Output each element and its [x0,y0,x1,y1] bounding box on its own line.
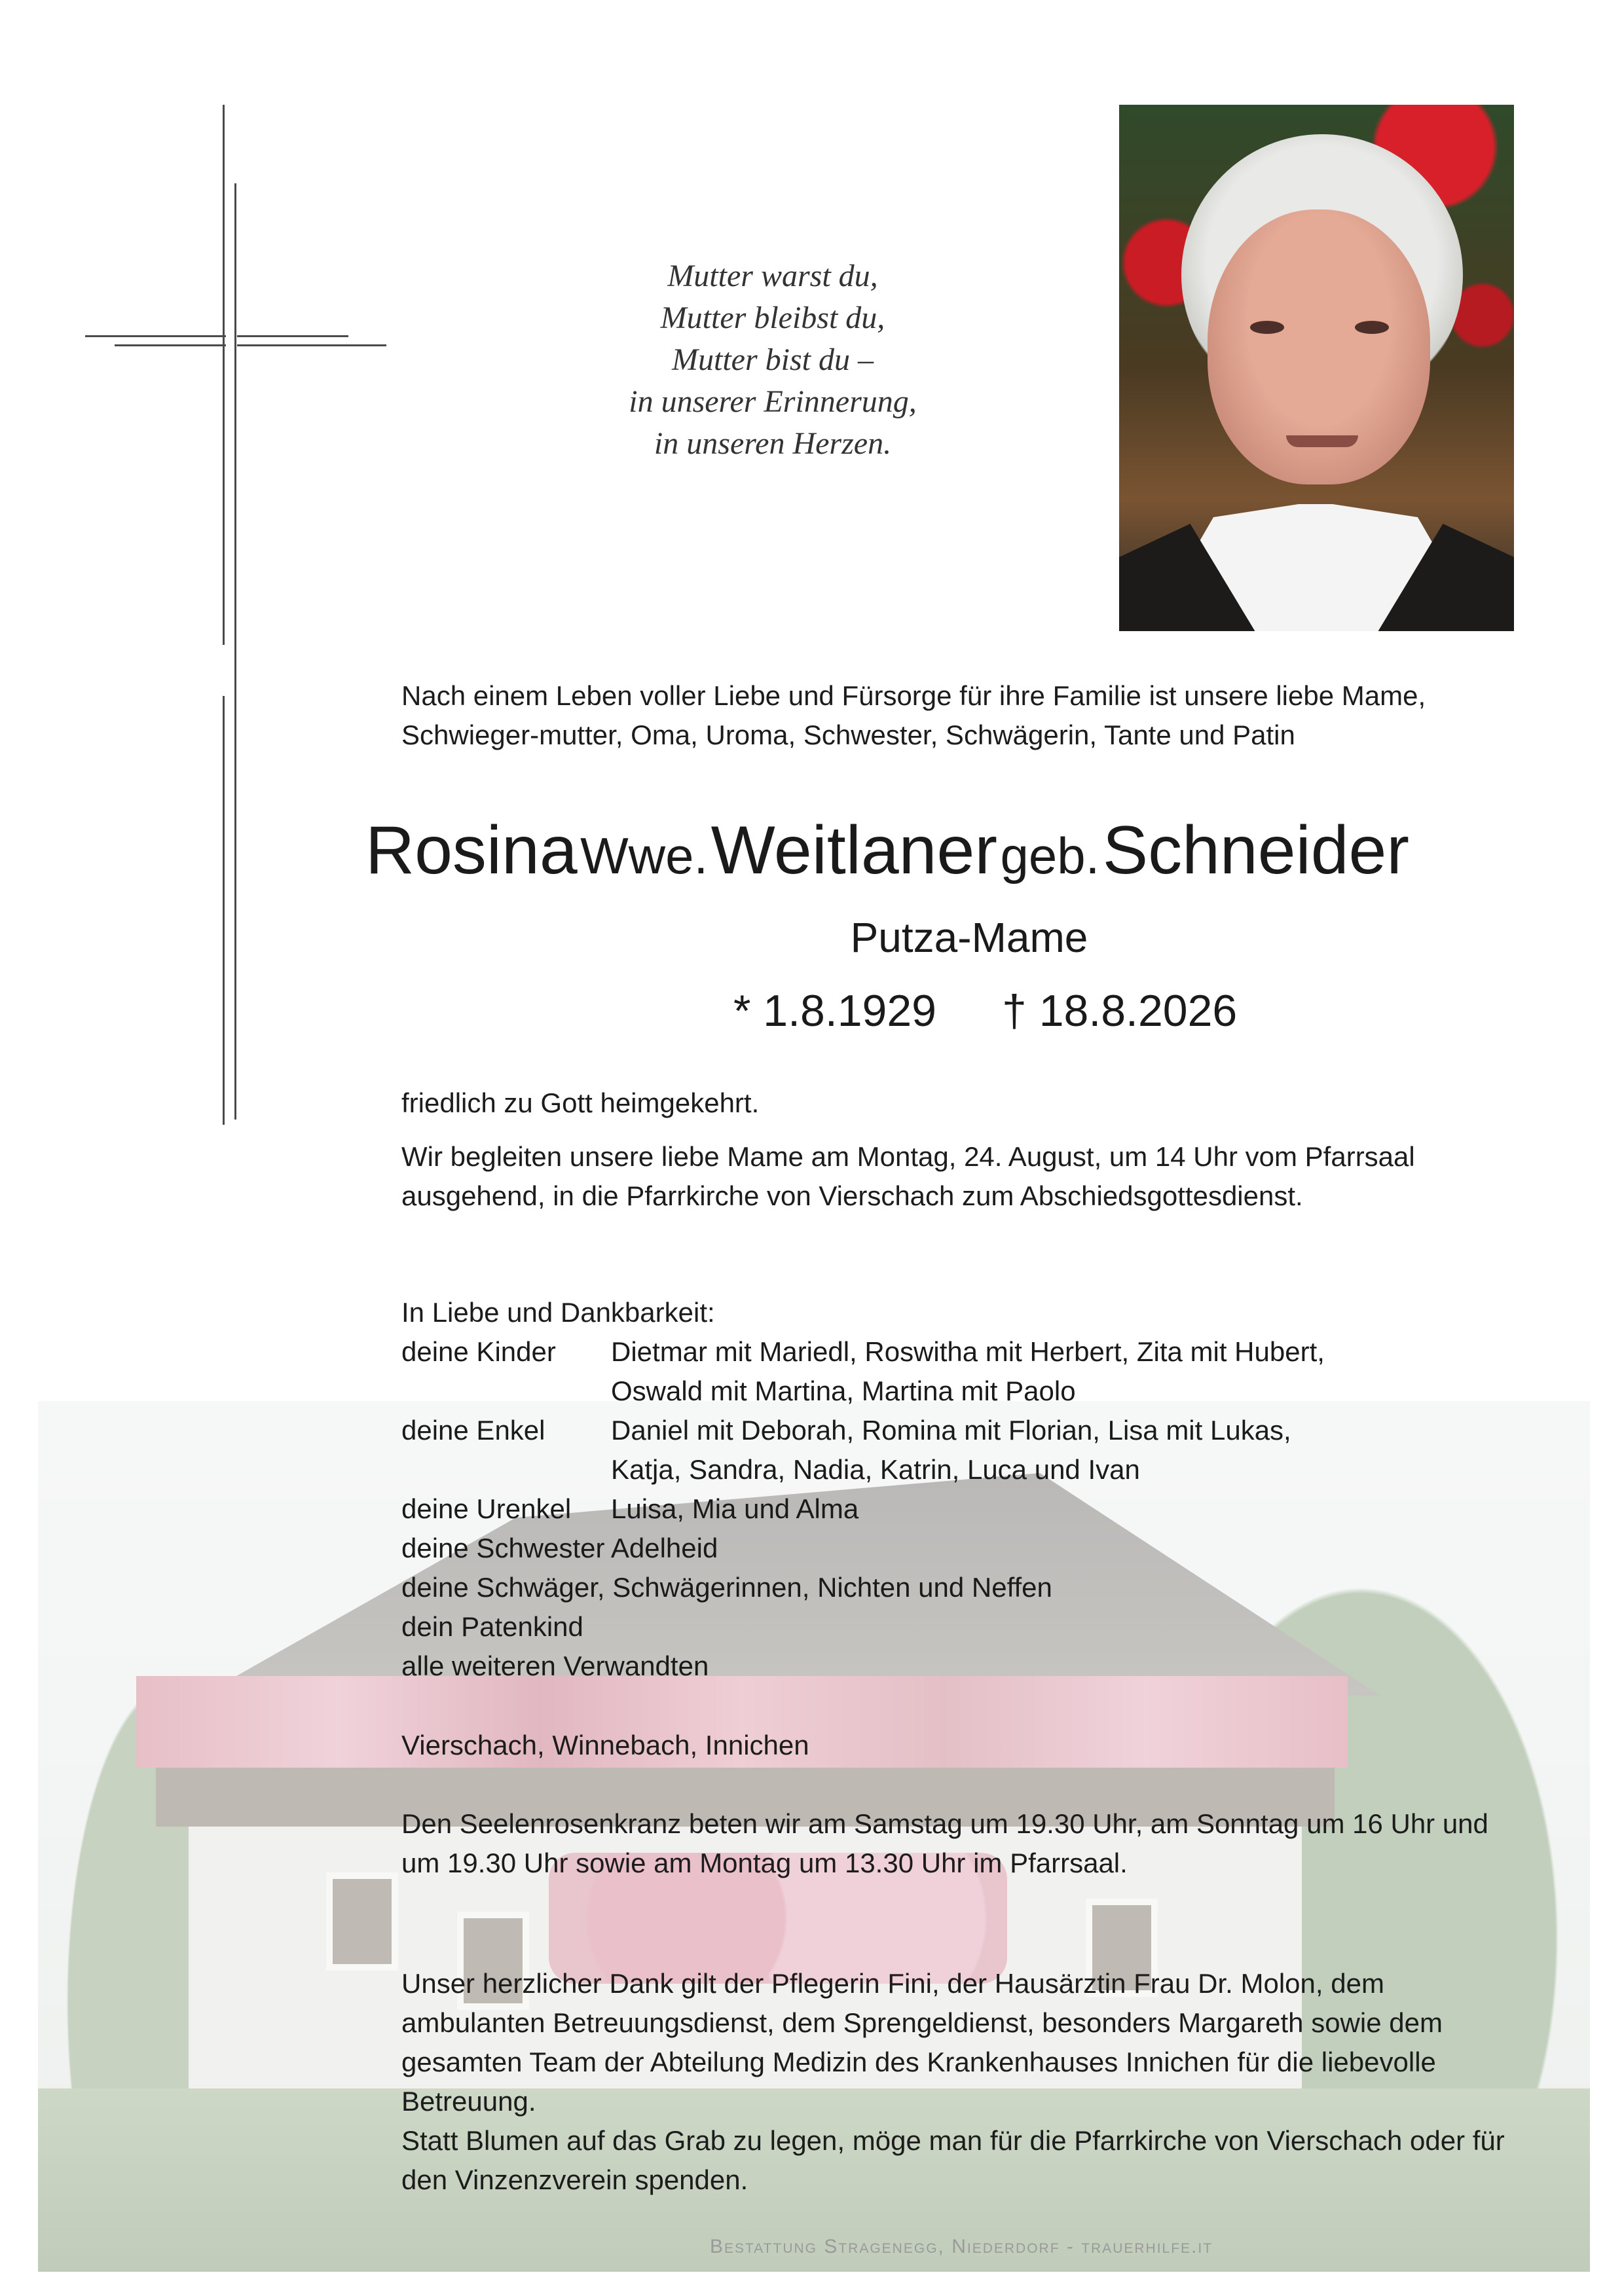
mourner-value: Katja, Sandra, Nadia, Katrin, Luca und Ivan [611,1454,1140,1485]
mourner-row [401,1411,1291,1450]
mourner-value: Luisa, Mia und Alma [611,1493,859,1524]
mourner-line: alle weiteren Verwandten [401,1650,709,1681]
poem [589,255,956,465]
born-prefix: geb. [1000,827,1100,884]
footer-credit: Bestattung Stragenegg, Niederdorf - trauerhilfe.it [709,2236,1213,2257]
deceased-name [0,812,1624,890]
mourner-value: Dietmar mit Mariedl, Roswitha mit Herbert, Zita mit Hubert, [611,1336,1325,1367]
poem-line: Mutter warst du, [667,259,878,293]
poem-line: in unserer Erinnerung, [629,384,917,419]
poem-line: Mutter bist du – [672,342,874,377]
first-name: Rosina [365,812,578,888]
places: Vierschach, Winnebach, Innichen [401,1730,809,1760]
mourner-line: deine Schwäger, Schwägerinnen, Nichten und Neffen [401,1572,1052,1603]
maiden-name: Schneider [1102,812,1410,888]
mourner-value: Daniel mit Deborah, Romina mit Florian, Lisa mit Lukas, [611,1415,1291,1446]
thanks-text: Unser herzlicher Dank gilt der Pflegerin Fini, der Hausärztin Frau Dr. Molon, dem ambulanten Betreuungsdienst, dem Sprengeldienst, besonders Margareth sowie dem gesamten Team der Abteilung Medizin des Krankenhauses Innichen für die liebevolle Betreuung. [401,1968,1443,2117]
mourner-row [401,1450,1140,1489]
last-name: Weitlaner [710,812,997,888]
mourner-key: deine Urenkel [401,1493,572,1524]
mourner-line: dein Patenkind [401,1611,583,1642]
mourner-row [401,1372,1076,1411]
mourner-row [401,1489,858,1529]
mourner-row [401,1332,1325,1372]
mourners-heading: In Liebe und Dankbarkeit: [401,1297,715,1328]
widow-status: Wwe. [580,827,709,884]
death-note: friedlich zu Gott heimgekehrt. [401,1087,760,1118]
intro-text: Nach einem Leben voller Liebe und Fürsorge für ihre Familie ist unsere liebe Mame, Schwieger-mutter, Oma, Uroma, Schwester, Schwägerin, Tante und Patin [401,680,1426,750]
poem-line: Mutter bleibst du, [660,301,885,335]
funeral-text: Wir begleiten unsere liebe Mame am Montag, 24. August, um 14 Uhr vom Pfarrsaal ausgehend, in die Pfarrkirche von Vierschach zum Abschiedsgottesdienst. [401,1141,1415,1211]
portrait-photo [1119,105,1514,631]
donation-text: Statt Blumen auf das Grab zu legen, möge man für die Pfarrkirche von Vierschach oder für den Vinzenzverein spenden. [401,2125,1505,2195]
mourner-key: deine Kinder [401,1336,556,1367]
rosary-text: Den Seelenrosenkranz beten wir am Samstag um 19.30 Uhr, am Sonntag um 16 Uhr und um 19.30 Uhr sowie am Montag um 13.30 Uhr im Pfarrsaal. [401,1808,1488,1878]
life-dates [688,985,1277,1036]
nickname: Putza-Mame [850,914,1088,961]
death-date: † 18.8.2026 [1002,986,1238,1036]
mourner-value: Oswald mit Martina, Martina mit Paolo [611,1376,1076,1406]
poem-line: in unseren Herzen. [654,426,892,461]
mourner-line: deine Schwester Adelheid [401,1533,718,1563]
birth-date: * 1.8.1929 [733,986,936,1036]
mourner-key: deine Enkel [401,1415,545,1446]
